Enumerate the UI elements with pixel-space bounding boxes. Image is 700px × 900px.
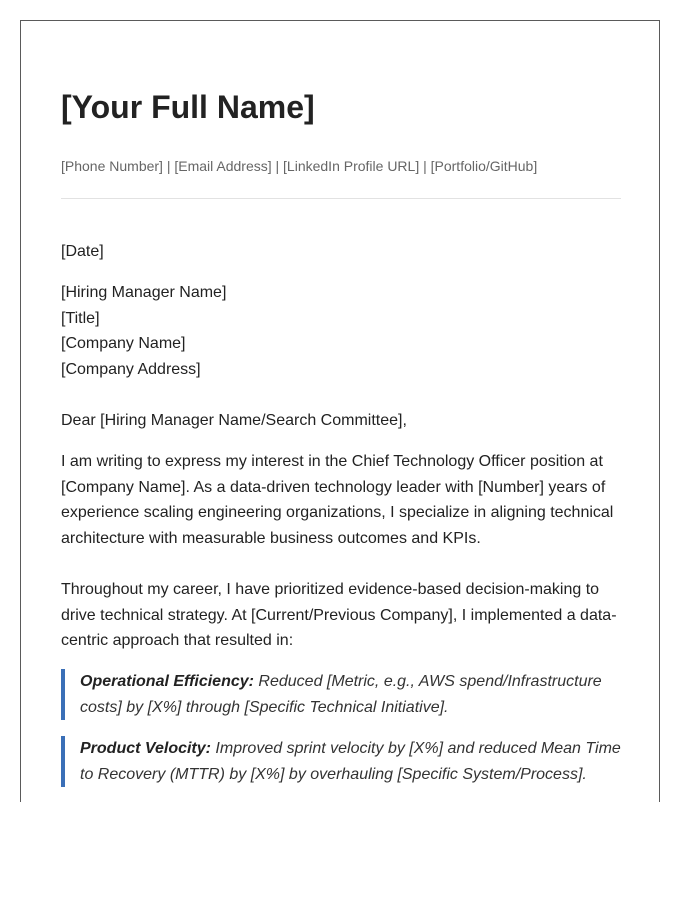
highlight-operational-efficiency [61, 669, 621, 720]
letter-date: [Date] [61, 243, 104, 260]
highlight-text: Improved sprint velocity by [X%] and reduced Mean Time to Recovery (MTTR) by [X%] by overhauling [Specific System/Process]. [80, 740, 621, 783]
highlight-text: Reduced [Metric, e.g., AWS spend/Infrastructure costs] by [X%] through [Specific Technical Initiative]. [80, 673, 602, 716]
highlight-label: Product Velocity: [80, 740, 211, 757]
highlight-label: Operational Efficiency: [80, 673, 254, 690]
recipient-name: [Hiring Manager Name] [61, 284, 227, 301]
recipient-address: [Company Address] [61, 360, 201, 378]
highlight-product-velocity [61, 736, 621, 787]
applicant-name: [Your Full Name] [61, 89, 315, 125]
salutation: Dear [Hiring Manager Name/Search Committee], [61, 412, 407, 429]
recipient-block [61, 280, 621, 382]
recipient-title: [Title] [61, 309, 100, 327]
intro-paragraph: I am writing to express my interest in the Chief Technology Officer position at [Company Name]. As a data-driven technology leader with [Number] years of experience scaling engineering organizations, I specialize in aligning technical architecture with measurable business outcomes and KPIs. [61, 453, 614, 547]
recipient-company: [Company Name] [61, 335, 186, 352]
career-paragraph: Throughout my career, I have prioritized evidence-based decision-making to drive technical strategy. At [Current/Previous Company], I implemented a data-centric approach that resulted in: [61, 581, 617, 649]
contact-line: [Phone Number] | [Email Address] | [LinkedIn Profile URL] | [Portfolio/GitHub] [61, 158, 538, 174]
header-divider [61, 198, 621, 199]
document-page [20, 20, 660, 802]
